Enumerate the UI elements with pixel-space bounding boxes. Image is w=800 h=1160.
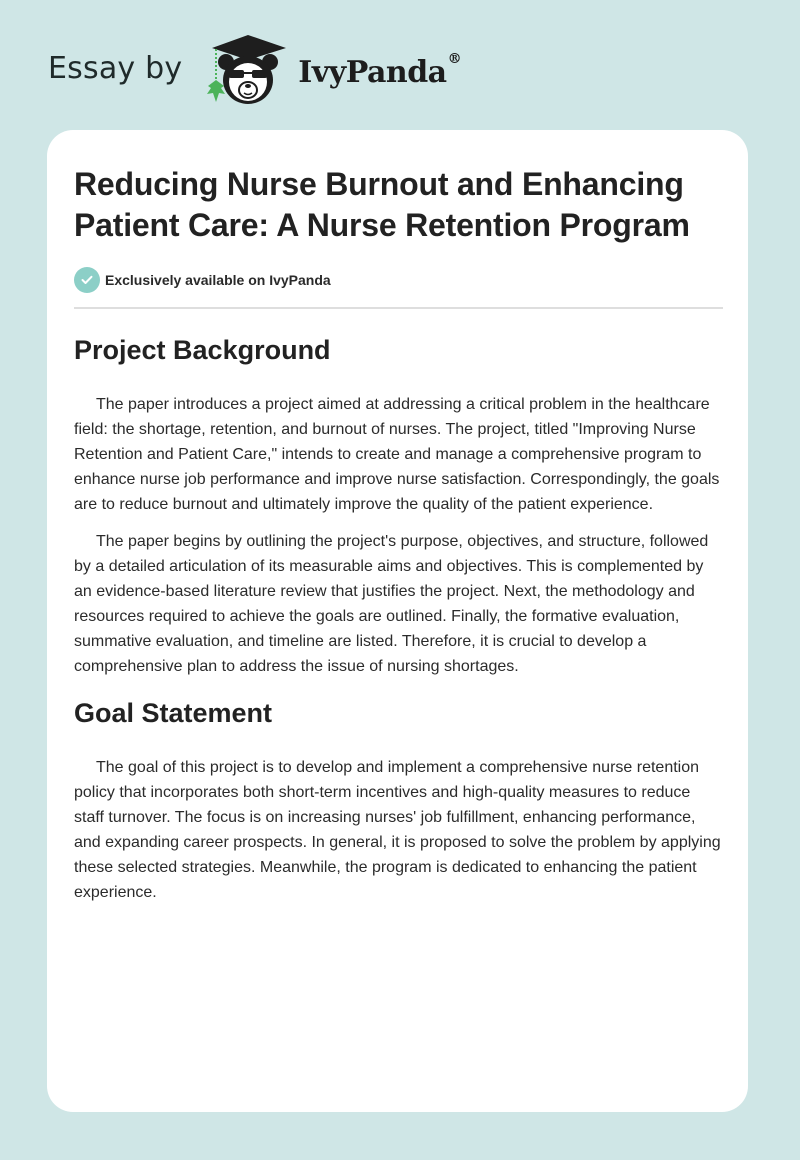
exclusive-label: Exclusively available on IvyPanda (105, 272, 331, 288)
paragraph: The paper introduces a project aimed at addressing a critical problem in the healthcare field: the shortage, retention, and burnout of nurses. The project, titled "Improving Nurse Retention and Patient Care," intends to create and manage a comprehensive program to enhance nurse job performance and improve nurse satisfaction. Correspondingly, the goals are to reduce burnout and ultimately improve the quality of the patient experience. (74, 396, 720, 513)
paragraph: The paper begins by outlining the project's purpose, objectives, and structure, followed by a detailed articulation of its measurable aims and objectives. This is complemented by an evidence-based literature review that justifies the project. Next, the methodology and resources required to achieve the goals are outlined. Finally, the formative evaluation, summative evaluation, and timeline are listed. Therefore, it is crucial to develop a comprehensive plan to address the issue of nursing shortages. (74, 533, 709, 675)
section-heading: Goal Statement (74, 698, 273, 728)
paragraph: The goal of this project is to develop and implement a comprehensive nurse retention policy that incorporates both short-term incentives and high-quality measures to reduce staff turnover. The focus is on increasing nurses' job fulfillment, enhancing performance, and expanding career prospects. In general, it is proposed to solve the problem by applying these selected strategies. Meanwhile, the program is dedicated to enhancing the patient experience. (74, 759, 721, 901)
section-heading: Project Background (74, 335, 331, 365)
brand-name[interactable] (298, 50, 462, 90)
brand-header (48, 32, 461, 108)
essay-card (47, 130, 748, 1112)
exclusive-badge (74, 267, 722, 293)
section-goal-statement (74, 696, 722, 905)
section-project-background (74, 333, 722, 679)
brand-prefix: Essay by (48, 50, 183, 86)
brand-name-text: IvyPanda (298, 54, 447, 90)
page-title: Reducing Nurse Burnout and Enhancing Patient Care: A Nurse Retention Program (74, 166, 690, 243)
check-circle-icon (74, 267, 100, 293)
registered-mark: ® (447, 50, 462, 67)
divider (74, 307, 723, 309)
panda-logo-icon[interactable] (202, 32, 294, 108)
